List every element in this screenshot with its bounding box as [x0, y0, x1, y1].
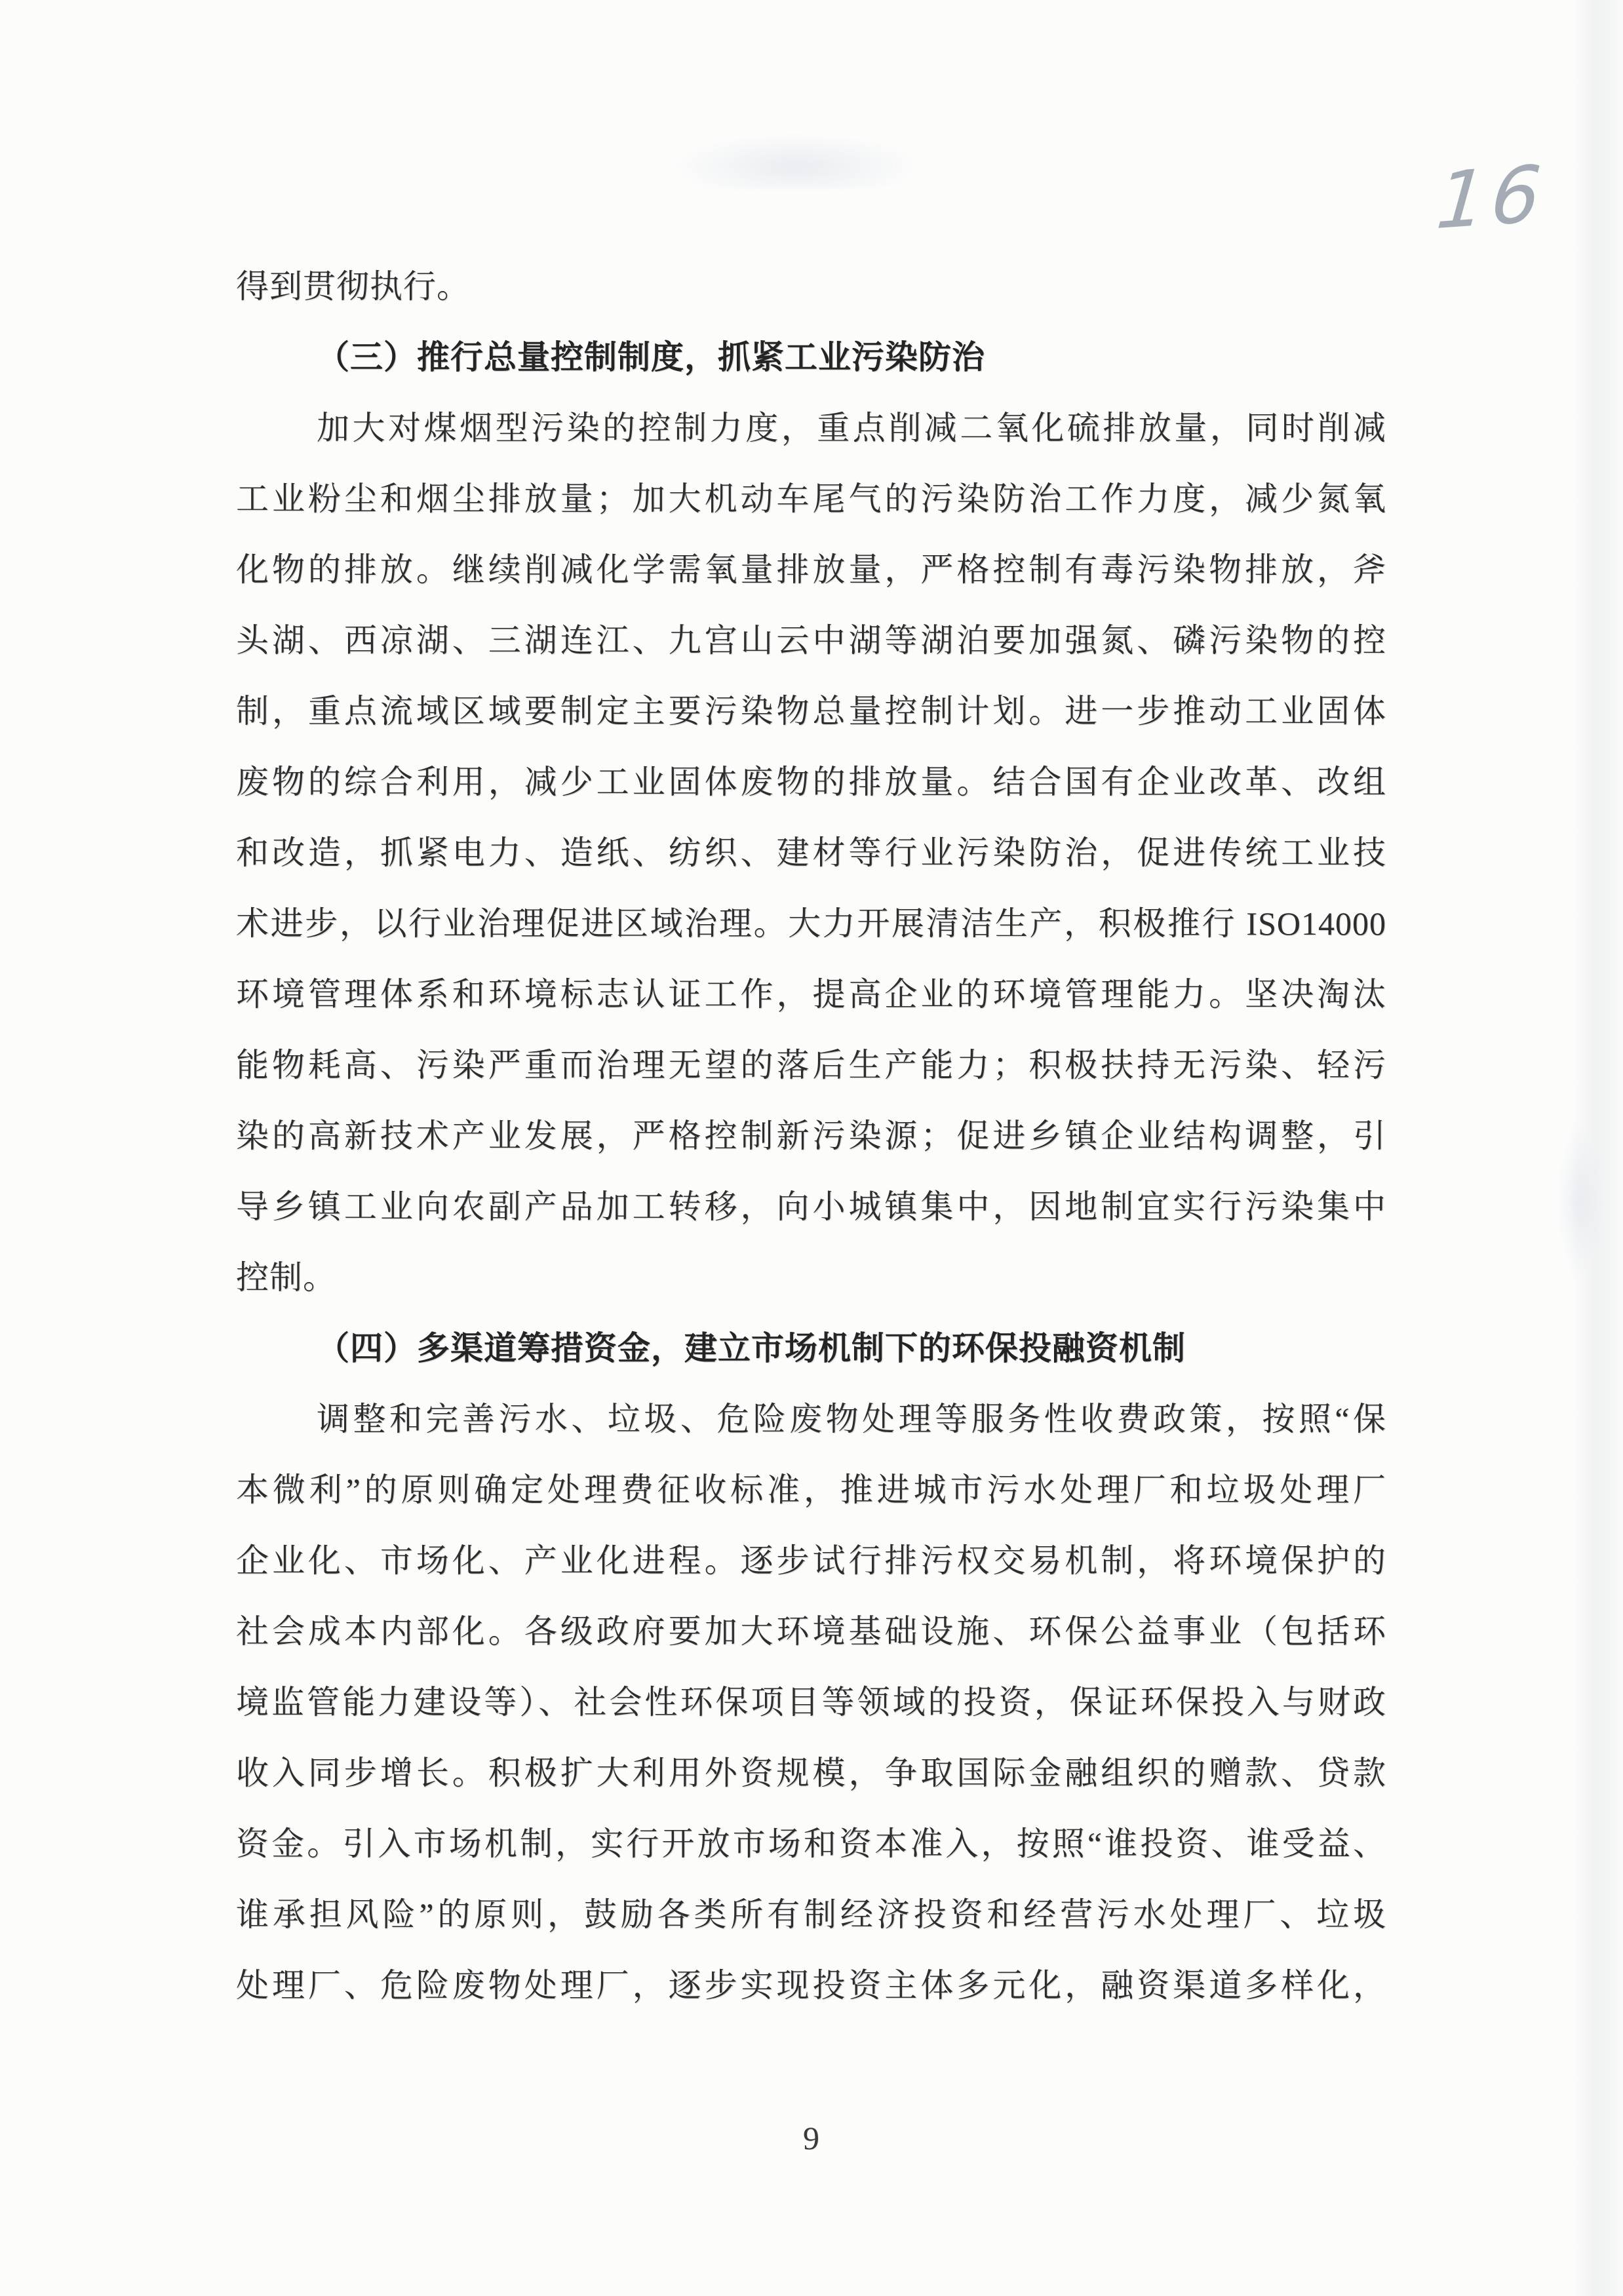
paragraph-line: 控制。 [236, 1259, 336, 1296]
paragraph-line: 环境管理体系和环境标志认证工作，提高企业的环境管理能力。坚决淘汰 [236, 976, 1386, 1013]
paragraph-line: 谁承担风险”的原则，鼓励各类所有制经济投资和经营污水处理厂、垃圾 [236, 1896, 1386, 1933]
paragraph-line: 加大对煤烟型污染的控制力度，重点削减二氧化硫排放量，同时削减 [317, 410, 1386, 446]
paragraph-line: 企业化、市场化、产业化进程。逐步试行排污权交易机制，将环境保护的 [236, 1542, 1386, 1579]
document-content [236, 251, 1386, 2021]
paragraph-line: 导乡镇工业向农副产品加工转移，向小城镇集中，因地制宜实行污染集中 [236, 1188, 1386, 1225]
paragraph-line: 处理厂、危险废物处理厂，逐步实现投资主体多元化，融资渠道多样化， [236, 1967, 1386, 2004]
scan-smudge-top [669, 133, 924, 189]
paragraph-line: 境监管能力建设等）、社会性环保项目等领域的投资，保证环保投入与财政 [236, 1684, 1386, 1721]
paragraph-line: 本微利”的原则确定处理费征收标准，推进城市污水处理厂和垃圾处理厂 [236, 1471, 1386, 1508]
page-number: 9 [803, 2120, 819, 2156]
paragraph-line: 化物的排放。继续削减化学需氧量排放量，严格控制有毒污染物排放，斧 [236, 551, 1386, 588]
paragraph-line: 能物耗高、污染严重而治理无望的落后生产能力；积极扶持无污染、轻污 [236, 1047, 1386, 1083]
paragraph-line: 制，重点流域区域要制定主要污染物总量控制计划。进一步推动工业固体 [236, 693, 1386, 730]
section-4-heading: （四）多渠道筹措资金，建立市场机制下的环保投融资机制 [317, 1330, 1186, 1367]
handwritten-page-index: 16 [1433, 147, 1550, 247]
paragraph-line: 资金。引入市场机制，实行开放市场和资本准入，按照“谁投资、谁受益、 [236, 1825, 1386, 1862]
paragraph-line: 头湖、西凉湖、三湖连江、九宫山云中湖等湖泊要加强氮、磷污染物的控 [236, 622, 1386, 659]
scan-edge-band [1571, 0, 1623, 2296]
section-4-paragraph [236, 1384, 1386, 2021]
paragraph-line: 工业粉尘和烟尘排放量；加大机动车尾气的污染防治工作力度，减少氮氧 [236, 480, 1386, 517]
paragraph-line: 收入同步增长。积极扩大利用外资规模，争取国际金融组织的赠款、贷款 [236, 1755, 1386, 1791]
carryover-line: 得到贯彻执行。 [236, 268, 470, 305]
paragraph-line: 社会成本内部化。各级政府要加大环境基础设施、环保公益事业（包括环 [236, 1613, 1386, 1650]
paragraph-line: 废物的综合利用，减少工业固体废物的排放量。结合国有企业改革、改组 [236, 764, 1386, 800]
section-3-heading: （三）推行总量控制制度，抓紧工业污染防治 [317, 339, 985, 376]
paragraph-line: 术进步，以行业治理促进区域治理。大力开展清洁生产，积极推行 ISO14000 [236, 905, 1386, 942]
section-3-paragraph [236, 393, 1386, 1313]
paragraph-line: 染的高新技术产业发展，严格控制新污染源；促进乡镇企业结构调整，引 [236, 1118, 1386, 1154]
paragraph-line: 和改造，抓紧电力、造纸、纺织、建材等行业污染防治，促进传统工业技 [236, 834, 1386, 871]
paragraph-line: 调整和完善污水、垃圾、危险废物处理等服务性收费政策，按照“保 [317, 1401, 1386, 1437]
